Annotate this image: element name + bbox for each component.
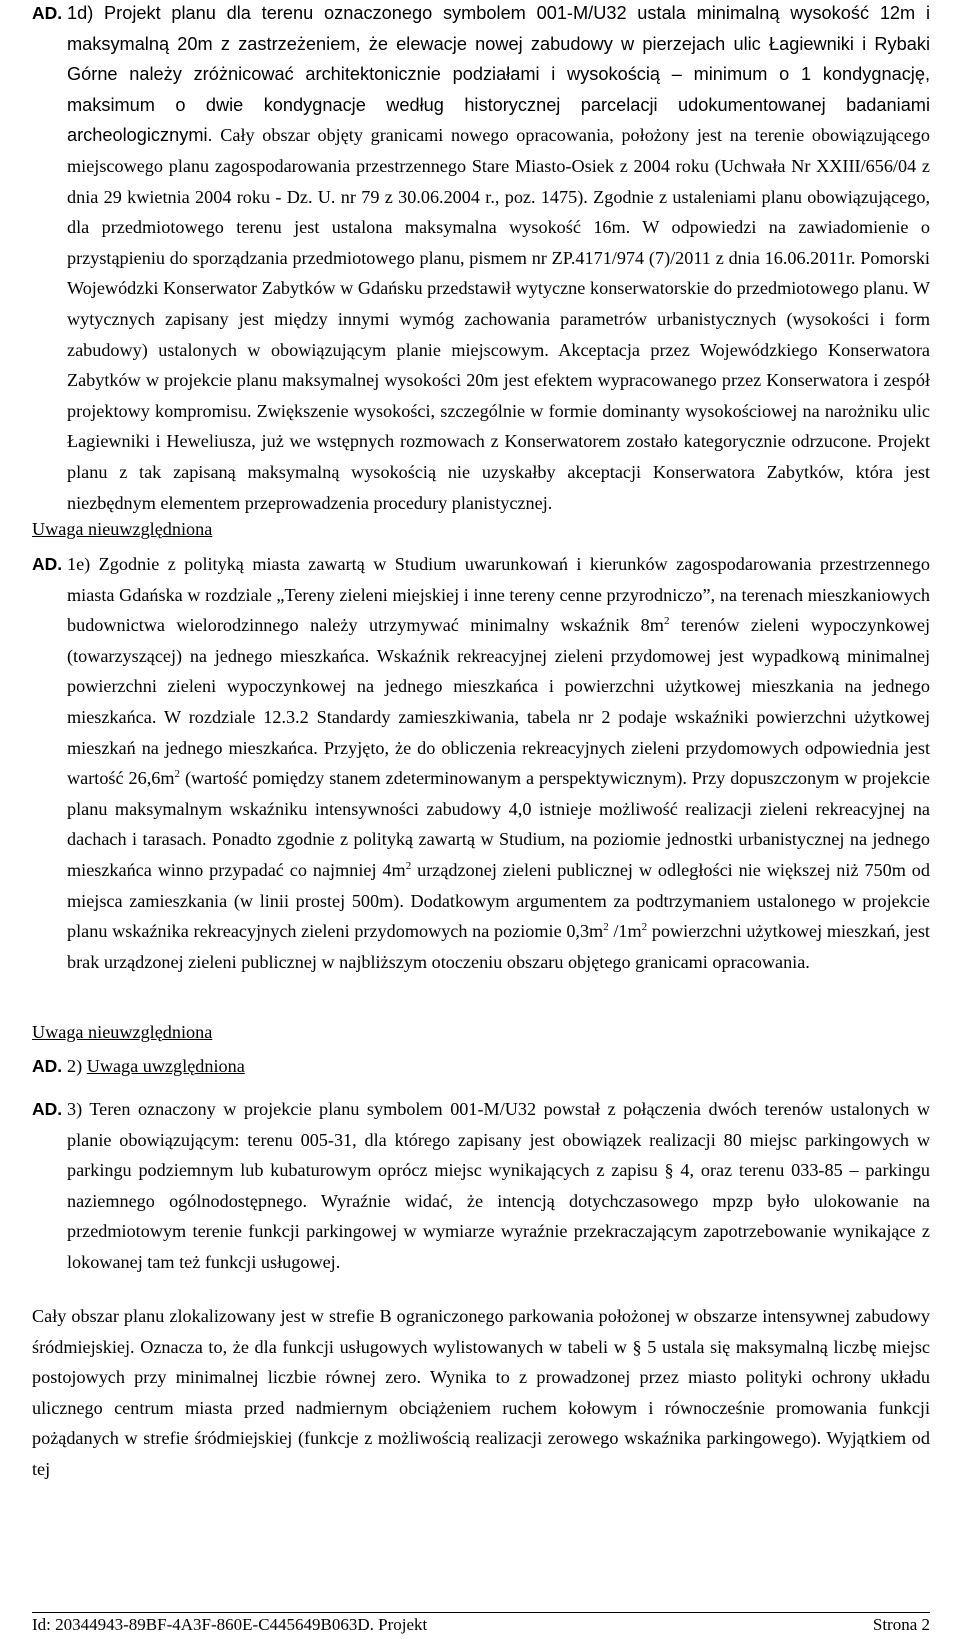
paragraph-1d [32, 0, 930, 518]
superscript: 2 [603, 921, 609, 934]
ad-label: AD. [32, 554, 67, 574]
ad-label: AD. [32, 3, 67, 23]
ad-label: AD. [32, 1099, 67, 1119]
footer-divider [32, 1612, 930, 1613]
superscript: 2 [174, 768, 180, 781]
document-id: Id: 20344943-89BF-4A3F-860E-C445649B063D. Projekt [32, 1615, 428, 1634]
superscript: 2 [663, 615, 670, 628]
paragraph-1d-body: Cały obszar objęty granicami nowego opracowania, położony jest na terenie obowiązującego miejscowego planu zagospodarowania przestrzennego Stare Miasto-Osiek z 2004 roku (Uchwała Nr XXIII/656/04 z dnia 29 kwietnia 2004 roku - Dz. U. nr 79 z 30.06.2004 r., poz. 1475). Zgodnie z ustaleniami planu obowiązującego, dla przedmiotowego terenu jest ustalona maksymalna wysokość 16m. W odpowiedzi na zawiadomienie o przystąpieniu do sporządzania przedmiotowego planu, pismem nr ZP.4171/974 (7)/2011 z dnia 16.06.2011r. Pomorski Wojewódzki Konserwator Zabytków w Gdańsku przedstawił wytyczne konserwatorskie do przedmiotowego planu. W wytycznych zapisany jest między innymi wymóg zachowania parametrów urbanistycznych (wysokości i form zabudowy) ustalonych w obowiązującym planie miejscowym. Akceptacja przez Wojewódzkiego Konserwatora Zabytków w projekcie planu maksymalnej wysokości 20m jest efektem wypracowanego przez Konserwatora i zespół projektowy kompromisu. Zwiększenie wysokości, szczególnie w formie dominanty wysokościowej na narożniku ulic Łagiewniki i Heweliusza, już we wstępnych rozmowach z Konserwatorem zostało kategorycznie odrzucone. Projekt planu z tak zapisaną maksymalną wysokością nie uzyskałby akceptacji Konserwatora Zabytków, która jest niezbędnym elementem przeprowadzenia procedury planistycznej. [67, 125, 930, 513]
paragraph-1e [32, 549, 930, 977]
ad-label: AD. [32, 1056, 67, 1076]
page-number: Strona 2 [872, 1615, 930, 1634]
paragraph-1e-text-2: terenów zieleni wypoczynkowej (towarzyszącej) na jednego mieszkańca. Wskaźnik rekreacyjnej zieleni przydomowej jest wypadkową minimalnej powierzchni zieleni wypoczynkowej na jednego mieszkańca i powierzchni użytkowej mieszkania na jednego mieszkańca. W rozdziale 12.3.2 Standardy zamieszkiwania, tabela nr 2 podaje wskaźniki powierzchni użytkowej mieszkań na jednego mieszkańca. Przyjęto, że do obliczenia rekreacyjnych zieleni przydomowych odpowiednia jest wartość 26,6m [67, 615, 930, 789]
paragraph-1e-text-4: urządzonej zieleni publicznej w odległości nie większej niż 750m od miejsca zamieszkania (w linii prostej 500m). Dodatkowym argumentem za podtrzymaniem ustalonego w projekcie planu wskaźnika rekreacyjnych zieleni przydomowych na poziomie 0,3m [67, 859, 930, 942]
paragraph-parking [32, 1301, 930, 1485]
superscript: 2 [641, 921, 648, 934]
paragraph-3 [32, 1094, 930, 1278]
paragraph-2 [32, 1051, 245, 1081]
note-not-included-1: Uwaga nieuwzględniona [32, 519, 213, 539]
note-included: Uwaga uwzględniona [86, 1056, 245, 1076]
note-not-included-2: Uwaga nieuwzględniona [32, 1022, 213, 1042]
paragraph-2-text: 2) [67, 1056, 87, 1076]
superscript: 2 [405, 859, 412, 872]
paragraph-1e-text-3: (wartość pomiędzy stanem zdeterminowanym a perspektywicznym). Przy dopuszczonym w projekcie planu maksymalnym wskaźniku intensywności zabudowy 4,0 istnieje możliwość realizacji zieleni rekreacyjnej na dachach i tarasach. Ponadto zgodnie z polityką zawartą w Studium, na poziomie jednostki urbanistycznej na jednego mieszkańca winno przypadać co najmniej 4m [67, 768, 930, 880]
paragraph-parking-text: Cały obszar planu zlokalizowany jest w strefie B ograniczonego parkowania położonej w obszarze intensywnej zabudowy śródmiejskiej. Oznacza to, że dla funkcji usługowych wylistowanych w tabeli w § 5 ustala się maksymalną liczbę miejsc postojowych przy minimalnej liczbie równej zero. Wynika to z prowadzonej przez miasto polityki ochrony układu ulicznego centrum miasta przed nadmiernym obciążeniem ruchem kołowym i równocześnie promowania funkcji pożądanych w strefie śródmiejskiej (funkcje z możliwością realizacji zerowego wskaźnika parkingowego). Wyjątkiem od tej [32, 1306, 930, 1479]
paragraph-3-text: 3) Teren oznaczony w projekcie planu symbolem 001-M/U32 powstał z połączenia dwóch terenów ustalonych w planie obowiązującym: terenu 005-31, dla którego zapisany jest obowiązek realizacji 80 miejsc parkingowych w parkingu podziemnym lub kubaturowym oprócz miejsc wynikających z zapisu § 4, oraz terenu 033-85 – parkingu naziemnego ogólnodostępnego. Wyraźnie widać, że intencją dotychczasowego mpzp było ulokowanie na przedmiotowym terenie funkcji parkingowej w wymiarze wyraźnie przekraczającym zapotrzebowanie wynikające z lokowanej tam też funkcji usługowej. [67, 1099, 930, 1272]
paragraph-1e-text-1: 1e) Zgodnie z polityką miasta zawartą w Studium uwarunkowań i kierunków zagospodarowania przestrzennego miasta Gdańska w rozdziale „Tereny zieleni miejskiej i inne tereny cenne przyrodniczo”, na terenach mieszkaniowych budownictwa wielorodzinnego należy utrzymywać minimalny wskaźnik 8m [67, 554, 930, 636]
paragraph-1e-text-5: /1m [608, 921, 642, 942]
paragraph-1e-text-6: powierzchni użytkowej mieszkań, jest brak urządzonej zieleni publicznej w najbliższym otoczeniu obszaru objętego granicami opracowania. [67, 921, 930, 972]
paragraph-1d-lead: 1d) Projekt planu dla terenu oznaczonego symbolem 001-M/U32 ustala minimalną wysokość 12m i maksymalną 20m z zastrzeżeniem, że elewacje nowej zabudowy w pierzejach ulic Łagiewniki i Rybaki Górne należy zróżnicować architektonicznie podziałami i wysokością – minimum o 1 kondygnację, maksimum o dwie kondygnacje według historycznej parcelacji udokumentowanej badaniami archeologicznymi. [67, 3, 930, 146]
page-footer [32, 1614, 930, 1636]
